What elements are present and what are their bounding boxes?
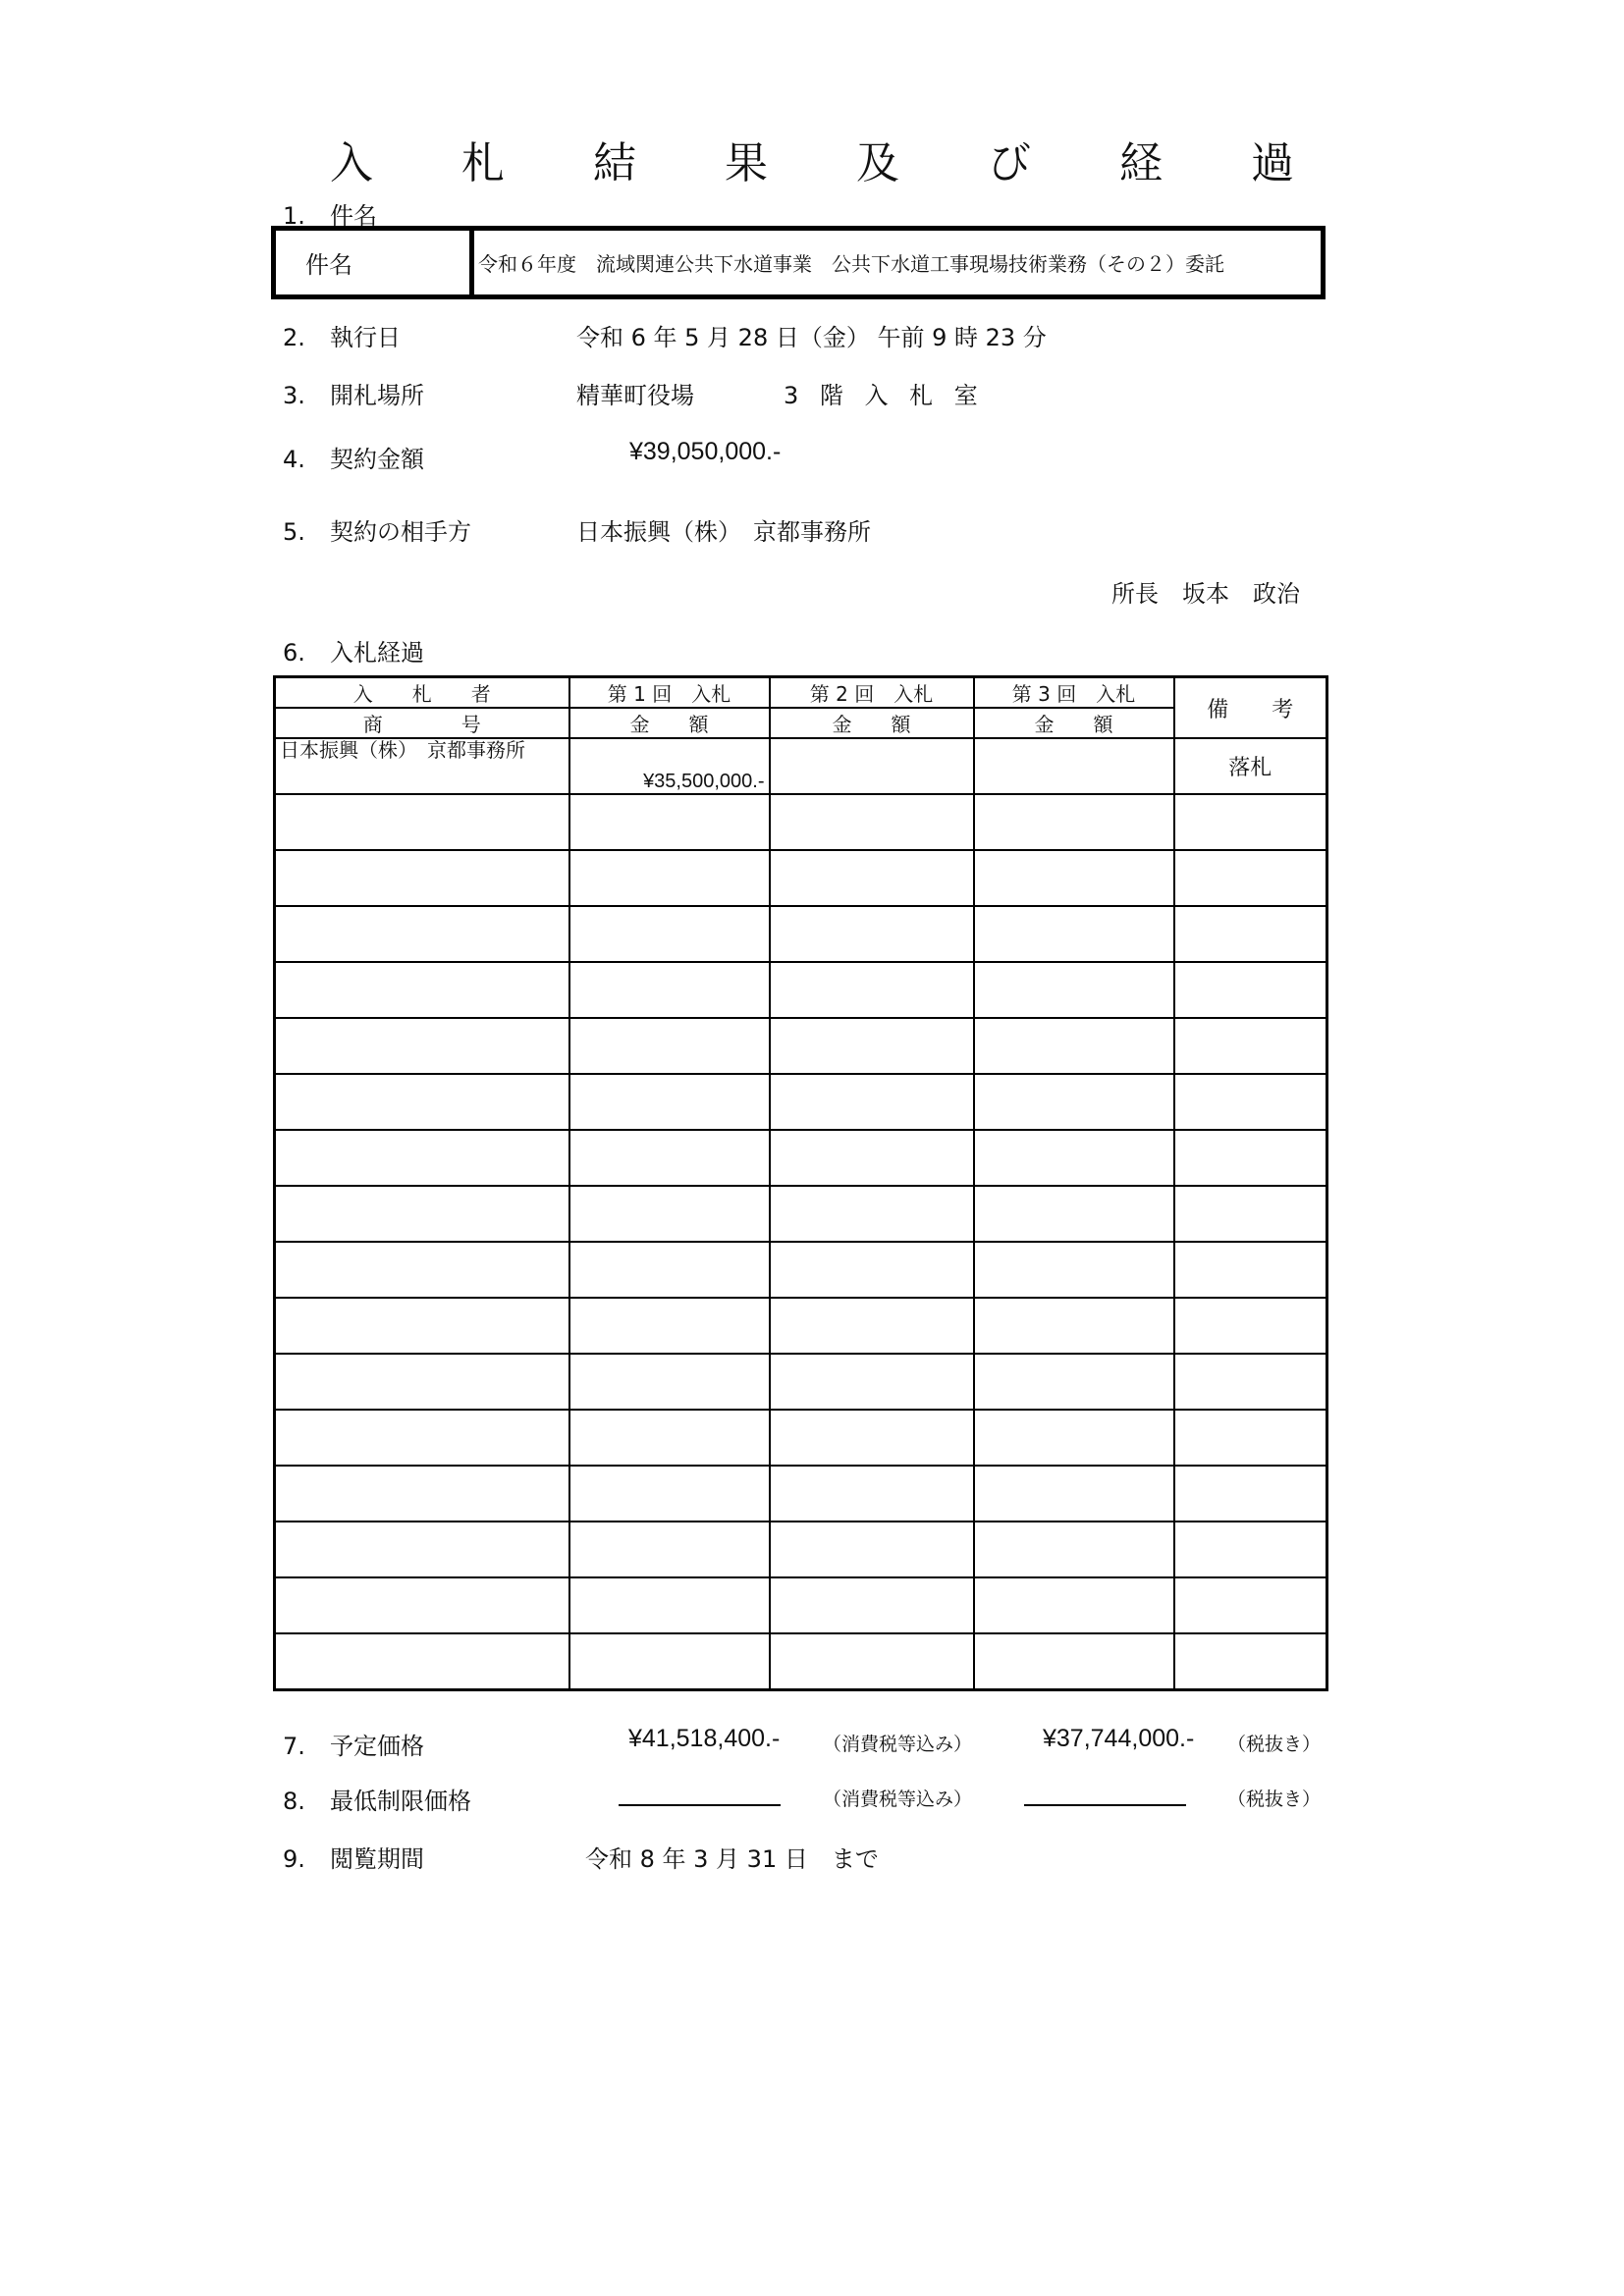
remark-cell [1174, 794, 1327, 850]
header-round-2: 第 2 回 入札 [770, 677, 974, 709]
section-1-heading: 1. 件名 [283, 202, 377, 230]
round-2-amount-cell [770, 1410, 974, 1466]
round-1-amount-cell [569, 1130, 770, 1186]
header-amount-2: 金 額 [770, 708, 974, 738]
section-5-label: 5. 契約の相手方 [283, 518, 471, 546]
remark-cell [1174, 1186, 1327, 1242]
round-2-amount-cell [770, 1633, 974, 1690]
header-company-name: 商 号 [275, 708, 569, 738]
table-row [275, 738, 1327, 794]
bidder-name-cell [275, 962, 569, 1018]
table-row [275, 1018, 1327, 1074]
round-1-amount-cell [569, 1410, 770, 1466]
round-1-amount-cell [569, 1186, 770, 1242]
round-2-amount-cell [770, 1354, 974, 1410]
round-1-amount-cell [569, 1466, 770, 1522]
round-1-amount-cell [569, 1074, 770, 1130]
round-1-amount-cell [569, 1633, 770, 1690]
bidder-name-cell [275, 1018, 569, 1074]
section-6-label: 6. 入札経過 [283, 639, 424, 667]
remark-cell [1174, 1633, 1327, 1690]
round-3-amount-cell [974, 906, 1174, 962]
bid-table [273, 675, 1328, 1691]
item-name-value: 令和６年度 流域関連公共下水道事業 公共下水道工事現場技術業務（その２）委託 [478, 252, 1224, 276]
header-amount-3: 金 額 [974, 708, 1174, 738]
contractor-value: 日本振興（株） 京都事務所 [576, 518, 871, 546]
round-1-amount-cell [569, 1018, 770, 1074]
round-1-amount-cell [569, 1577, 770, 1633]
item-name-label: 件名 [276, 231, 474, 294]
round-3-amount-cell [974, 794, 1174, 850]
remark-cell [1174, 906, 1327, 962]
opening-room-value: 3 階 入 札 室 [784, 382, 978, 409]
bidder-name-cell [275, 1522, 569, 1577]
table-row [275, 1074, 1327, 1130]
remark-cell [1174, 1354, 1327, 1410]
planned-price-incl-tax-note: （消費税等込み） [823, 1734, 973, 1755]
bidder-name-cell [275, 1298, 569, 1354]
table-row [275, 1577, 1327, 1633]
round-2-amount-cell [770, 1522, 974, 1577]
header-round-1: 第 1 回 入札 [569, 677, 770, 709]
bid-table-body [275, 738, 1327, 1690]
remark-cell [1174, 1522, 1327, 1577]
round-1-amount-cell [569, 1354, 770, 1410]
planned-price-incl-tax: ¥41,518,400.- [628, 1725, 781, 1752]
round-3-amount-cell [974, 1186, 1174, 1242]
table-row [275, 1466, 1327, 1522]
round-3-amount-cell [974, 1074, 1174, 1130]
contract-amount-value: ¥39,050,000.- [629, 438, 782, 465]
table-row [275, 1242, 1327, 1298]
table-row [275, 906, 1327, 962]
remark-cell [1174, 850, 1327, 906]
round-2-amount-cell [770, 1018, 974, 1074]
section-8-label: 8. 最低制限価格 [283, 1788, 471, 1815]
round-3-amount-cell [974, 1410, 1174, 1466]
header-round-3: 第 3 回 入札 [974, 677, 1174, 709]
round-2-amount-cell [770, 1298, 974, 1354]
section-3-label: 3. 開札場所 [283, 382, 424, 409]
table-row [275, 1186, 1327, 1242]
table-row [275, 1522, 1327, 1577]
document-title: 入 札 結 果 及 び 経 過 [330, 138, 1331, 188]
bidder-name-cell [275, 794, 569, 850]
round-2-amount-cell [770, 1577, 974, 1633]
round-3-amount-cell [974, 1633, 1174, 1690]
round-1-amount-cell [569, 1522, 770, 1577]
minimum-price-incl-tax-blank [619, 1794, 781, 1813]
section-7-label: 7. 予定価格 [283, 1733, 424, 1760]
section-2-label: 2. 執行日 [283, 324, 401, 351]
bid-table-header-row-2 [275, 708, 1327, 738]
minimum-price-incl-tax-note: （消費税等込み） [823, 1789, 973, 1810]
round-1-amount-cell [569, 1298, 770, 1354]
round-1-amount-cell [569, 794, 770, 850]
round-2-amount-cell [770, 1130, 974, 1186]
minimum-price-excl-tax-note: （税抜き） [1227, 1789, 1322, 1810]
planned-price-excl-tax-note: （税抜き） [1227, 1734, 1322, 1755]
round-3-amount-cell [974, 1298, 1174, 1354]
round-3-amount-cell [974, 1354, 1174, 1410]
round-2-amount-cell [770, 794, 974, 850]
table-row [275, 1130, 1327, 1186]
round-1-amount-cell [569, 906, 770, 962]
table-row [275, 1633, 1327, 1690]
round-2-amount-cell [770, 850, 974, 906]
round-2-amount-cell [770, 1074, 974, 1130]
round-1-amount-cell [569, 850, 770, 906]
round-2-amount-cell [770, 1242, 974, 1298]
bid-table-header-row-1 [275, 677, 1327, 709]
bidder-name-cell [275, 1074, 569, 1130]
bidder-name-cell [275, 1577, 569, 1633]
remark-cell [1174, 1242, 1327, 1298]
minimum-price-excl-tax-blank [1024, 1794, 1186, 1813]
bidder-name-cell [275, 1130, 569, 1186]
remark-cell [1174, 1298, 1327, 1354]
bidder-name-cell [275, 850, 569, 906]
round-3-amount-cell [974, 962, 1174, 1018]
remark-cell [1174, 1466, 1327, 1522]
bidder-name-cell [275, 1633, 569, 1690]
bidder-name-cell [275, 1242, 569, 1298]
table-row [275, 794, 1327, 850]
bidder-name-cell [275, 906, 569, 962]
round-3-amount-cell [974, 1466, 1174, 1522]
round-2-amount-cell [770, 738, 974, 794]
remark-cell [1174, 1074, 1327, 1130]
round-3-amount-cell [974, 1018, 1174, 1074]
round-3-amount-cell [974, 1577, 1174, 1633]
bidder-name-cell: 日本振興（株） 京都事務所 [275, 738, 569, 794]
round-1-amount-cell [569, 1242, 770, 1298]
table-row [275, 850, 1327, 906]
bidder-name-cell [275, 1354, 569, 1410]
remark-cell: 落札 [1174, 738, 1327, 794]
round-3-amount-cell [974, 1242, 1174, 1298]
round-2-amount-cell [770, 906, 974, 962]
bidder-name-cell [275, 1466, 569, 1522]
round-1-amount-cell [569, 962, 770, 1018]
opening-place-value: 精華町役場 [576, 382, 694, 409]
round-2-amount-cell [770, 962, 974, 1018]
header-remarks: 備 考 [1174, 677, 1327, 739]
remark-cell [1174, 1577, 1327, 1633]
bidder-name-cell [275, 1410, 569, 1466]
table-row [275, 1354, 1327, 1410]
table-row [275, 1410, 1327, 1466]
round-3-amount-cell [974, 850, 1174, 906]
round-2-amount-cell [770, 1186, 974, 1242]
remark-cell [1174, 1410, 1327, 1466]
round-3-amount-cell [974, 738, 1174, 794]
round-2-amount-cell [770, 1466, 974, 1522]
round-1-amount-cell: ¥35,500,000.- [569, 738, 770, 794]
item-name-box [271, 226, 1326, 299]
header-amount-1: 金 額 [569, 708, 770, 738]
table-row [275, 962, 1327, 1018]
bidder-name-cell [275, 1186, 569, 1242]
execution-date-value: 令和 6 年 5 月 28 日（金） 午前 9 時 23 分 [576, 324, 1047, 351]
round-3-amount-cell [974, 1130, 1174, 1186]
table-row [275, 1298, 1327, 1354]
remark-cell [1174, 1018, 1327, 1074]
contractor-representative: 所長 坂本 政治 [1111, 580, 1300, 608]
viewing-period-value: 令和 8 年 3 月 31 日 まで [585, 1845, 879, 1873]
header-bidder: 入 札 者 [275, 677, 569, 709]
section-9-label: 9. 閲覧期間 [283, 1845, 424, 1873]
planned-price-excl-tax: ¥37,744,000.- [1043, 1725, 1195, 1752]
round-3-amount-cell [974, 1522, 1174, 1577]
remark-cell [1174, 962, 1327, 1018]
section-4-label: 4. 契約金額 [283, 446, 424, 473]
remark-cell [1174, 1130, 1327, 1186]
